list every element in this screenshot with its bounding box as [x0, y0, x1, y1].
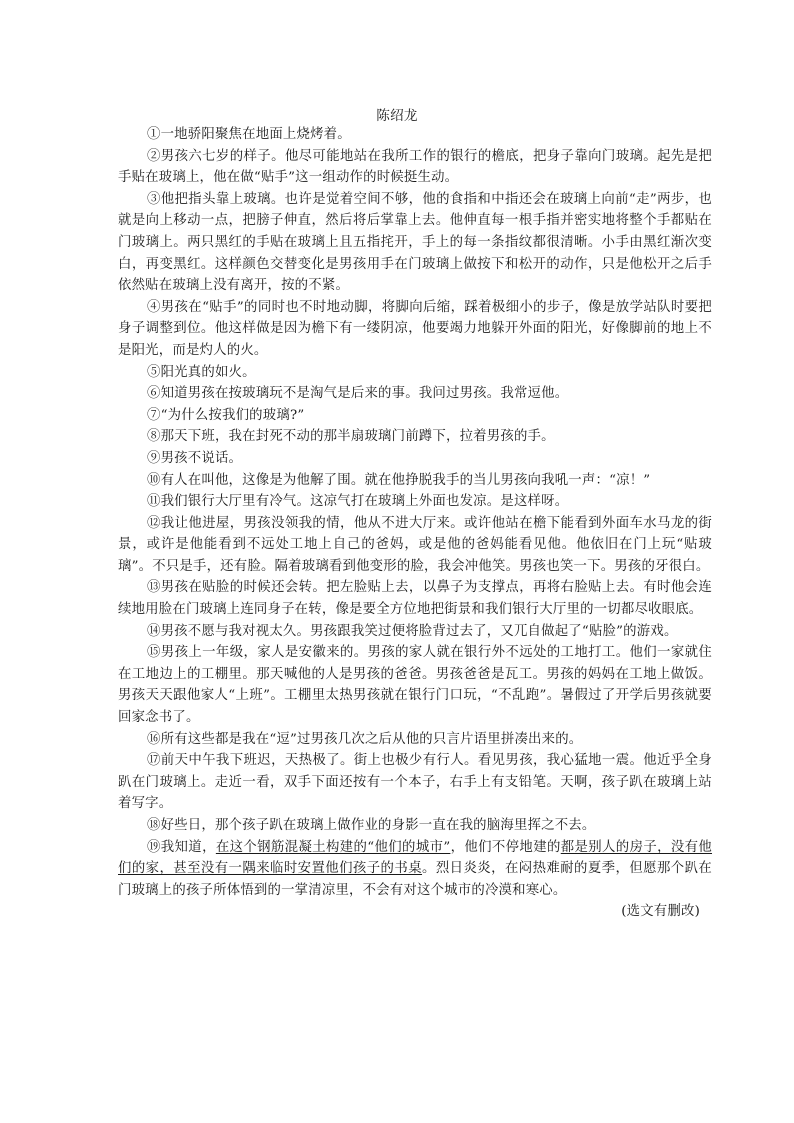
article-body — [118, 124, 712, 923]
paragraph-11: ⑪我们银行大厅里有冷气。这凉气打在玻璃上外面也发凉。是这样呀。 — [147, 494, 569, 510]
paragraph-14: ⑭男孩不愿与我对视太久。男孩跟我笑过便将脸背过去了，又兀自做起了“贴脸”的游戏。 — [147, 623, 678, 639]
paragraph-19 — [118, 837, 712, 902]
paragraph-19-mid: ，他们不停地建的 — [450, 839, 561, 855]
paragraph-6: ⑥知道男孩在按玻璃玩不是淘气是后来的事。我问过男孩。我常逗他。 — [147, 386, 569, 402]
underlined-phrase-1: 在这个钢筋混凝土构建的“他们的城市” — [215, 839, 451, 855]
paragraph-10: ⑩有人在叫他，这像是为他解了围。就在他挣脱我手的当儿男孩向我吼一声：“凉！” — [147, 472, 651, 488]
paragraph-19-tail: 。烈日炎炎，在闷热难耐的夏季，但愿那个趴在门玻璃上的孩子所体悟到的一掌清凉里，不会有对这个城市的冷漠和寒心。 — [118, 861, 713, 898]
paragraph-1: ①一地骄阳聚焦在地面上烧烤着。 — [147, 127, 351, 142]
paragraph-5: ⑤阳光真的如火。 — [147, 364, 256, 380]
paragraph-13: ⑬男孩在贴脸的时候还会转。把左脸贴上去，以鼻子为支撑点，再将右脸贴上去。有时他会连续地用脸在门玻璃上连同身子在转，像是要全方位地把街景和我们银行大厅里的一切都尽收眼底。 — [118, 580, 712, 618]
paragraph-17: ⑰前天中午我下班迟，天热极了。街上也极少有行人。看见男孩，我心猛地一震。他近乎全身趴在门玻璃上。走近一看，双手下面还按有一个本子，右手上有支铅笔。天啊，孩子趴在玻璃上站着写字。 — [118, 753, 712, 812]
paragraph-8: ⑧那天下班，我在封死不动的那半扇玻璃门前蹲下，拉着男孩的手。 — [147, 429, 555, 445]
paragraph-2: ②男孩六七岁的样子。他尽可能地站在我所工作的银行的檐底，把身子靠向门玻璃。起先是把手贴在玻璃上，他在做“贴手”这一组动作的时候挺生动。 — [118, 148, 712, 186]
underlined-phrase-2: 都是别人的房子，没有他们的家，甚至没有一隅来临时安置他们孩子的书桌 — [118, 839, 713, 877]
author-name: 陈绍龙 — [376, 108, 418, 124]
paragraph-9: ⑨男孩不说话。 — [147, 450, 243, 466]
paragraph-3: ③他把指头靠上玻璃。也许是觉着空间不够，他的食指和中指还会在玻璃上向前“走”两步，也就是向上移动一点，把膀子伸直，然后将后掌靠上去。他伸直每一根手指并密实地将整个手都贴在门玻璃上。两只黑红的手贴在玻璃上且五指挓开，手上的每一条指纹都很清晰。小手由黑红渐次变白，再变黑红。这样颜色交替变化是男孩用手在门玻璃上做按下和松开的动作，只是他松开之后手依然贴在玻璃上没有离开，按的不紧。 — [118, 191, 712, 294]
paragraph-16: ⑯所有这些都是我在“逗”过男孩几次之后从他的只言片语里拼凑出来的。 — [147, 731, 583, 747]
source-note: (选文有删改) — [621, 904, 700, 920]
paragraph-15: ⑮男孩上一年级，家人是安徽来的。男孩的家人就在银行外不远处的工地打工。他们一家就住在工地边上的工棚里。那天喊他的人是男孩的爸爸。男孩爸爸是瓦工。男孩的妈妈在工地上做饭。男孩天天跟他家人“上班”。工棚里太热男孩就在银行门口玩，“不乱跑”。暑假过了开学后男孩就要回家念书了。 — [118, 645, 712, 726]
paragraph-4: ④男孩在“贴手”的同时也不时地动脚，将脚向后缩，踩着极细小的步子，像是放学站队时要把身子调整到位。他这样做是因为檐下有一缕阴凉，他要竭力地躲开外面的阳光，好像脚前的地上不是阳光，而是灼人的火。 — [118, 299, 712, 358]
paragraph-7: ⑦“为什么按我们的玻璃?” — [147, 407, 305, 423]
paragraph-19-lead: ⑲我知道， — [147, 839, 216, 855]
paragraph-12: ⑫我让他进屋，男孩没领我的情，他从不进大厅来。或许他站在檐下能看到外面车水马龙的街景，或许是他能看到不远处工地上自己的爸妈，或是他的爸妈能看见他。他依旧在门上玩“贴玻璃”。不只是手，还有脸。隔着玻璃看到他变形的脸，我会冲他笑。男孩也笑一下。男孩的牙很白。 — [118, 515, 712, 574]
paragraph-18: ⑱好些日，那个孩子趴在玻璃上做作业的身影一直在我的脑海里挥之不去。 — [147, 818, 596, 833]
